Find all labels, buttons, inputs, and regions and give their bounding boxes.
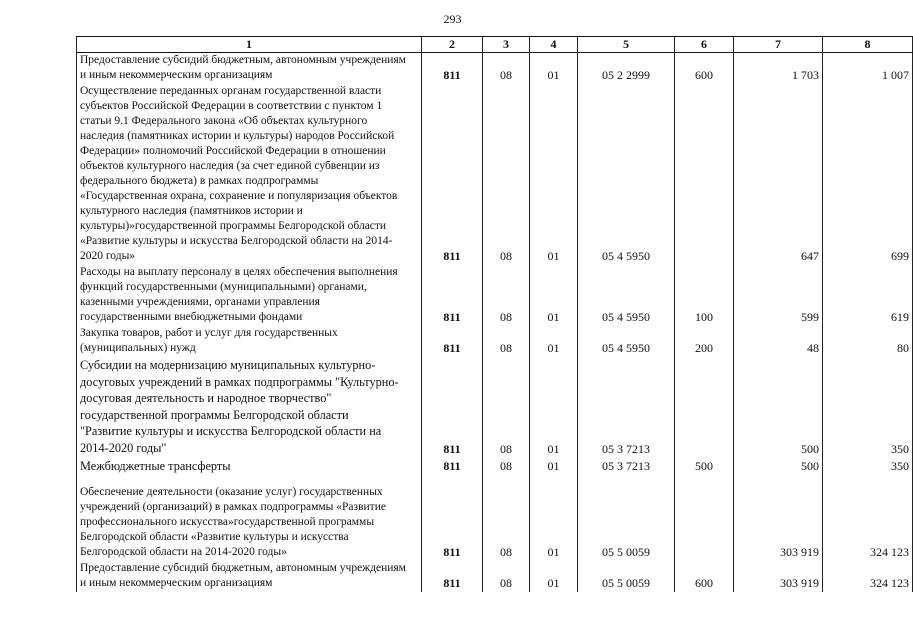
description-line: статьи 9.1 Федерального закона «Об объектах культурного — [80, 115, 368, 127]
description-line: Межбюджетные трансферты — [80, 458, 231, 473]
table-row — [77, 265, 913, 326]
cell-amount-col8: 324 123 — [823, 561, 913, 592]
cell-amount-col7: 647 — [734, 84, 823, 265]
description-line: Обеспечение деятельности (оказание услуг) государственных — [80, 486, 383, 499]
cell-section: 08 — [483, 475, 530, 561]
cell-target-article: 05 5 0059 — [578, 475, 675, 561]
cell-amount-col8: 619 — [823, 265, 913, 326]
cell-amount-col7: 303 919 — [734, 475, 823, 561]
row-description — [77, 357, 422, 458]
cell-subsection: 01 — [530, 326, 578, 357]
cell-section: 08 — [483, 357, 530, 458]
cell-expense-type: 600 — [675, 561, 734, 592]
cell-subsection: 01 — [530, 475, 578, 561]
cell-amount-col7: 1 703 — [734, 53, 823, 85]
cell-ministry-code: 811 — [422, 84, 483, 265]
description-line: Закупка товаров, работ и услуг для государственных — [80, 327, 338, 339]
cell-expense-type — [675, 357, 734, 458]
header-col-8: 8 — [823, 37, 913, 53]
header-col-3: 3 — [483, 37, 530, 53]
description-line: государственными внебюджетными фондами — [80, 311, 303, 323]
description-line: учреждений (организаций) в рамках подпрограммы «Развитие — [80, 501, 386, 514]
cell-amount-col7: 500 — [734, 357, 823, 458]
row-description — [77, 561, 422, 592]
row-description — [77, 458, 422, 476]
cell-target-article: 05 5 0059 — [578, 561, 675, 592]
cell-target-article: 05 2 2999 — [578, 53, 675, 85]
description-line: досуговая деятельность и народное творчество" — [80, 391, 332, 406]
table-row — [77, 475, 913, 561]
cell-expense-type: 600 — [675, 53, 734, 85]
cell-amount-col8: 699 — [823, 84, 913, 265]
cell-amount-col7: 500 — [734, 458, 823, 476]
page-number: 293 — [443, 12, 462, 26]
cell-amount-col7: 599 — [734, 265, 823, 326]
header-col-4: 4 — [530, 37, 578, 53]
table-row — [77, 458, 913, 476]
cell-subsection: 01 — [530, 561, 578, 592]
description-line: Предоставление субсидий бюджетным, автономным учреждениям — [80, 562, 406, 575]
header-row — [77, 37, 913, 53]
description-line: функций государственными (муниципальными) органами, — [80, 281, 367, 293]
cell-target-article: 05 4 5950 — [578, 84, 675, 265]
description-line: Белгородской области на 2014-2020 годы» — [80, 546, 287, 559]
description-line: культурного наследия (памятников истории и — [80, 205, 303, 217]
description-line: досуговых учреждений в рамках подпрограммы "Культурно- — [80, 374, 399, 389]
cell-ministry-code: 811 — [422, 265, 483, 326]
cell-target-article: 05 4 5950 — [578, 326, 675, 357]
description-line: Федерации» полномочий Российской Федерации в отношении — [80, 145, 386, 157]
cell-amount-col8: 1 007 — [823, 53, 913, 85]
description-line: Белгородской области «Развитие культуры и искусства — [80, 531, 349, 544]
description-line: федерального бюджета) в рамках подпрограммы — [80, 175, 319, 187]
description-line: Расходы на выплату персоналу в целях обеспечения выполнения — [80, 266, 398, 278]
description-line: "Развитие культуры и искусства Белгородской области на — [80, 424, 382, 439]
cell-section: 08 — [483, 458, 530, 476]
cell-target-article: 05 3 7213 — [578, 458, 675, 476]
header-col-5: 5 — [578, 37, 675, 53]
header-col-2: 2 — [422, 37, 483, 53]
row-description — [77, 326, 422, 357]
cell-amount-col8: 324 123 — [823, 475, 913, 561]
description-line: культуры)»государственной программы Белгородской области — [80, 220, 387, 232]
cell-ministry-code: 811 — [422, 458, 483, 476]
cell-subsection: 01 — [530, 84, 578, 265]
cell-subsection: 01 — [530, 53, 578, 85]
row-description — [77, 84, 422, 265]
description-line: казенными учреждениями, органами управления — [80, 296, 320, 308]
description-line: (муниципальных) нужд — [80, 342, 196, 354]
cell-expense-type: 200 — [675, 326, 734, 357]
cell-target-article: 05 4 5950 — [578, 265, 675, 326]
header-col-7: 7 — [734, 37, 823, 53]
cell-ministry-code: 811 — [422, 53, 483, 85]
description-line: наследия (памятниках истории и культуры) народов Российской — [80, 130, 395, 142]
header-col-1: 1 — [77, 37, 422, 53]
cell-expense-type: 500 — [675, 458, 734, 476]
cell-subsection: 01 — [530, 357, 578, 458]
cell-expense-type: 100 — [675, 265, 734, 326]
description-line: Осуществление переданных органам государственной власти — [80, 85, 382, 97]
description-line: субъектов Российской Федерации в соответствии с пунктом 1 — [80, 100, 383, 112]
cell-ministry-code: 811 — [422, 561, 483, 592]
description-line: объектов культурного наследия (за счет единой субвенции из — [80, 160, 380, 172]
description-line: «Развитие культуры и искусства Белгородской области на 2014- — [80, 235, 393, 247]
description-line: и иным некоммерческим организациям — [80, 69, 273, 81]
budget-table — [76, 36, 913, 592]
cell-section: 08 — [483, 326, 530, 357]
table-row — [77, 561, 913, 592]
description-line: 2014-2020 годы" — [80, 440, 167, 455]
cell-ministry-code: 811 — [422, 357, 483, 458]
cell-expense-type — [675, 84, 734, 265]
description-line: Субсидии на модернизацию муниципальных культурно- — [80, 358, 376, 372]
cell-amount-col7: 48 — [734, 326, 823, 357]
description-line: 2020 годы» — [80, 250, 136, 262]
cell-ministry-code: 811 — [422, 475, 483, 561]
cell-amount-col8: 350 — [823, 357, 913, 458]
cell-subsection: 01 — [530, 458, 578, 476]
table-row — [77, 326, 913, 357]
cell-section: 08 — [483, 53, 530, 85]
cell-expense-type — [675, 475, 734, 561]
row-description — [77, 265, 422, 326]
row-description — [77, 475, 422, 561]
table-row — [77, 53, 913, 85]
table-row — [77, 84, 913, 265]
cell-amount-col7: 303 919 — [734, 561, 823, 592]
cell-section: 08 — [483, 265, 530, 326]
table-row — [77, 357, 913, 458]
description-line: и иным некоммерческим организациям — [80, 577, 273, 590]
cell-subsection: 01 — [530, 265, 578, 326]
cell-amount-col8: 350 — [823, 458, 913, 476]
cell-section: 08 — [483, 84, 530, 265]
description-line: государственной программы Белгородской области — [80, 407, 349, 422]
description-line: «Государственная охрана, сохранение и популяризация объектов — [80, 190, 398, 202]
cell-ministry-code: 811 — [422, 326, 483, 357]
header-col-6: 6 — [675, 37, 734, 53]
row-description — [77, 53, 422, 85]
cell-amount-col8: 80 — [823, 326, 913, 357]
cell-section: 08 — [483, 561, 530, 592]
cell-target-article: 05 3 7213 — [578, 357, 675, 458]
description-line: профессионального искусства»государственной программы — [80, 516, 375, 529]
description-line: Предоставление субсидий бюджетным, автономным учреждениям — [80, 54, 406, 66]
